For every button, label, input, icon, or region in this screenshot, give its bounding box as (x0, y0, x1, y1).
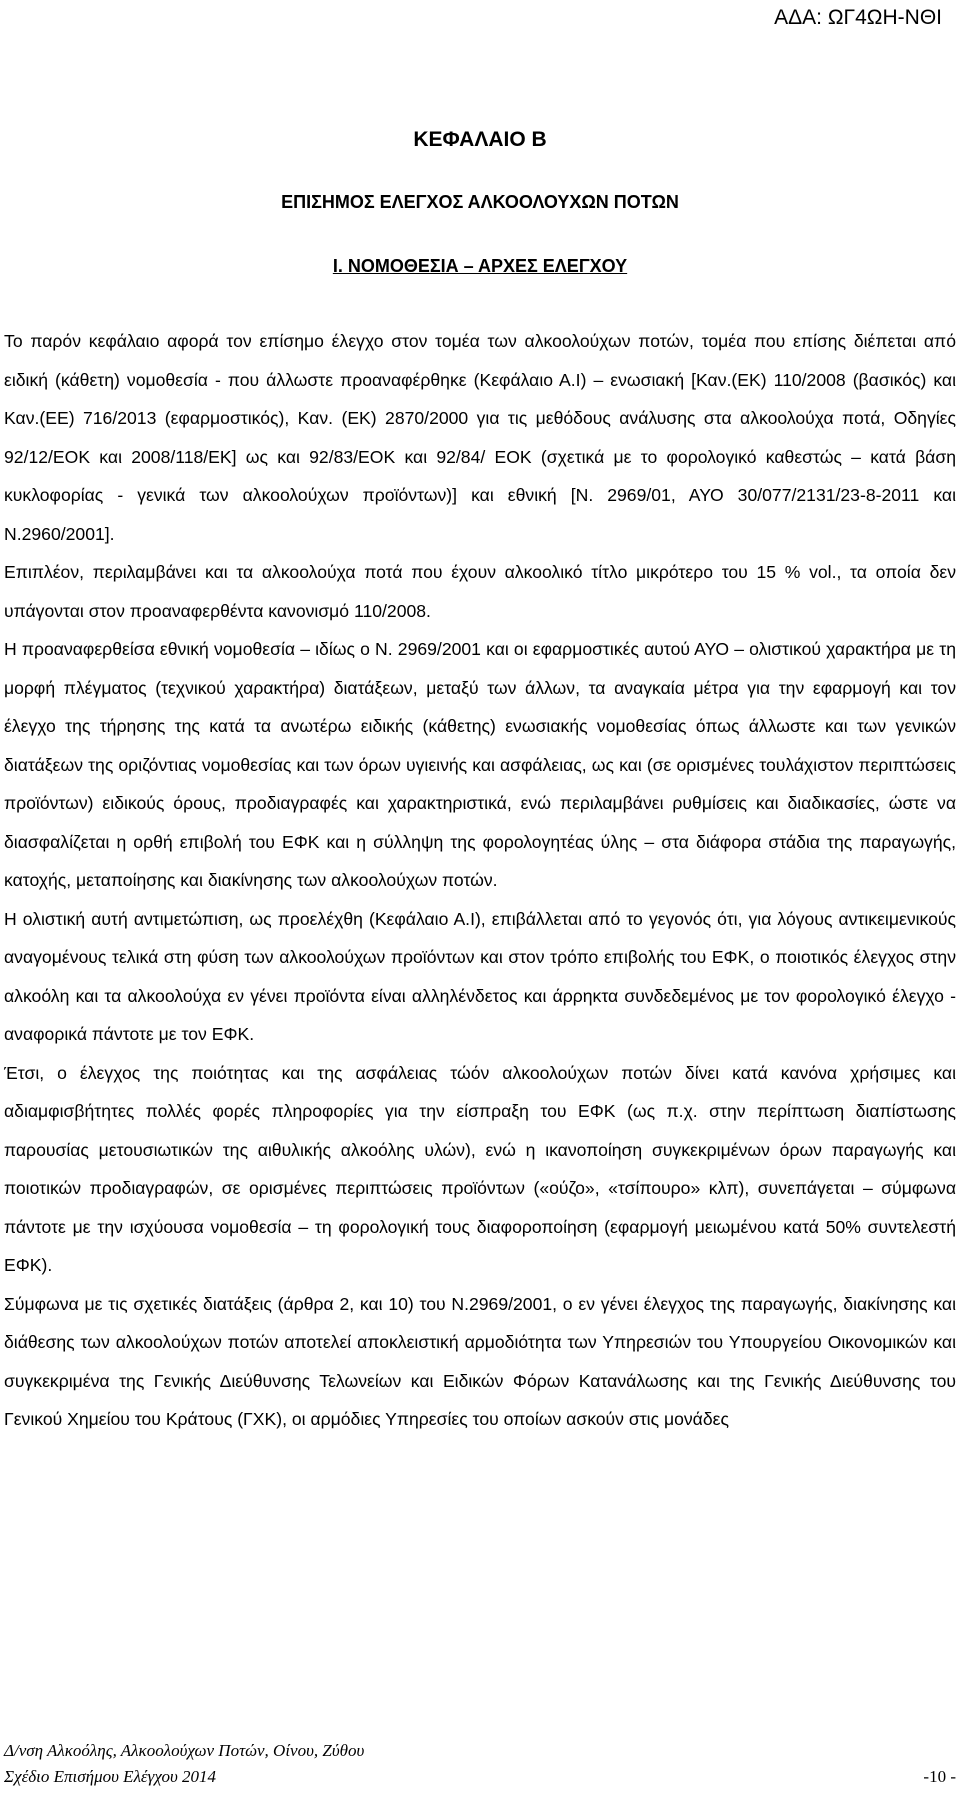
paragraph: Η ολιστική αυτή αντιμετώπιση, ως προελέχθη (Κεφάλαιο Α.Ι), επιβάλλεται από το γεγονός ότι, για λόγους αντικειμενικούς αναγομένους τελικά στη φύση των αλκοολούχων προϊόντων και στον τρόπο επιβολής του ΕΦΚ, ο ποιοτικός έλεγχος στην αλκοόλη και τα αλκοολούχα εν γένει προϊόντα είναι αλληλένδετος και άρρηκτα συνδεδεμένος με τον φορολογικό έλεγχο - αναφορικά πάντοτε με τον ΕΦΚ. (4, 908, 956, 1044)
paragraph: Επιπλέον, περιλαμβάνει και τα αλκοολούχα ποτά που έχουν αλκοολικό τίτλο μικρότερο του 15 % vol., τα οποία δεν υπάγονται στον προαναφερθέντα κανονισμό 110/2008. (4, 562, 956, 621)
body-text (4, 322, 956, 1439)
chapter-title: ΚΕΦΑΛΑΙΟ Β (413, 128, 547, 151)
paragraph: Σύμφωνα με τις σχετικές διατάξεις (άρθρα 2, και 10) του Ν.2969/2001, ο εν γένει έλεγχος της παραγωγής, διακίνησης και διάθεσης των αλκοολούχων ποτών αποτελεί αποκλειστική αρμοδιότητα των Υπηρεσιών του Υπουργείου Οικονομικών και συγκεκριμένα της Γενικής Διεύθυνσης Τελωνείων και Ειδικών Φόρων Κατανάλωσης και της Γενικής Διεύθυνσης του Γενικού Χημείου του Κράτους (ΓΧΚ), οι αρμόδιες Υπηρεσίες του οποίων ασκούν στις μονάδες (4, 1293, 956, 1429)
page-footer (4, 1738, 956, 1790)
ada-code: ΑΔΑ: ΩΓ4ΩΗ-ΝΘΙ (774, 6, 942, 29)
paragraph: Η προαναφερθείσα εθνική νομοθεσία – ιδίως ο Ν. 2969/2001 και οι εφαρμοστικές αυτού ΑΥΟ – ολιστικού χαρακτήρα με τη μορφή πλέγματος (τεχνικού χαρακτήρα) διατάξεων, μεταξύ των άλλων, τα αναγκαία μέτρα για την εφαρμογή και τον έλεγχο της τήρησης της κατά τα ανωτέρω ειδικής (κάθετης) ενωσιακής νομοθεσίας όπως άλλωστε και των γενικών διατάξεων της οριζόντιας νομοθεσίας και των όρων υγιεινής και ασφάλειας, ως και (σε ορισμένες τουλάχιστον περιπτώσεις προϊόντων) ειδικούς όρους, προδιαγραφές και χαρακτηριστικά, ενώ περιλαμβάνει ρυθμίσεις και διαδικασίες, ώστε να διασφαλίζεται η ορθή επιβολή του ΕΦΚ και η σύλληψη της φορολογητέας ύλης – στα διάφορα στάδια της παραγωγής, κατοχής, μεταποίησης και διακίνησης των αλκοολούχων ποτών. (4, 639, 956, 890)
paragraph: Έτσι, ο έλεγχος της ποιότητας και της ασφάλειας τώόν αλκοολούχων ποτών δίνει κατά κανόνα χρήσιμες και αδιαμφισβήτητες πολλές φορές πληροφορίες για την είσπραξη του ΕΦΚ (ως π.χ. στην περίπτωση διαπίστωσης παρουσίας μετουσιωτικών της αιθυλικής αλκοόλης υλών), ενώ η ικανοποίηση συγκεκριμένων όρων παραγωγής και ποιοτικών προδιαγραφών, σε ορισμένες περιπτώσεις προϊόντων («ούζο», «τσίπουρο» κλπ), συνεπάγεται – σύμφωνα πάντοτε με την ισχύουσα νομοθεσία – τη φορολογική τους διαφοροποίηση (εφαρμογή μειωμένου κατά 50% συντελεστή ΕΦΚ). (4, 1062, 956, 1275)
footer-document-title: Σχέδιο Επισήμου Ελέγχου 2014 (4, 1767, 217, 1786)
footer-department: Δ/νση Αλκοόλης, Αλκοολούχων Ποτών, Οίνου, Ζύθου (4, 1741, 365, 1760)
section-heading: Ι. ΝΟΜΟΘΕΣΙΑ – ΑΡΧΕΣ ΕΛΕΓΧΟΥ (332, 256, 628, 276)
page-number: -10 - (923, 1767, 956, 1786)
chapter-subtitle: ΕΠΙΣΗΜΟΣ ΕΛΕΓΧΟΣ ΑΛΚΟΟΛΟΥΧΩΝ ΠΟΤΩΝ (281, 192, 679, 212)
paragraph: Το παρόν κεφάλαιο αφορά τον επίσημο έλεγχο στον τομέα των αλκοολούχων ποτών, τομέα που επίσης διέπεται από ειδική (κάθετη) νομοθεσία - που άλλωστε προαναφέρθηκε (Κεφάλαιο Α.Ι) – ενωσιακή [Καν.(ΕΚ) 110/2008 (βασικός) και Καν.(ΕΕ) 716/2013 (εφαρμοστικός), Καν. (ΕΚ) 2870/2000 για τις μεθόδους ανάλυσης στα αλκοολούχα ποτά, Οδηγίες 92/12/ΕΟΚ και 2008/118/ΕΚ] ως και 92/83/ΕΟΚ και 92/84/ ΕΟΚ (σχετικά με το φορολογικό καθεστώς – κατά βάση κυκλοφορίας - γενικά των αλκοολούχων προϊόντων)] και εθνική [Ν. 2969/01, ΑΥΟ 30/077/2131/23-8-2011 και Ν.2960/2001]. (4, 331, 956, 544)
